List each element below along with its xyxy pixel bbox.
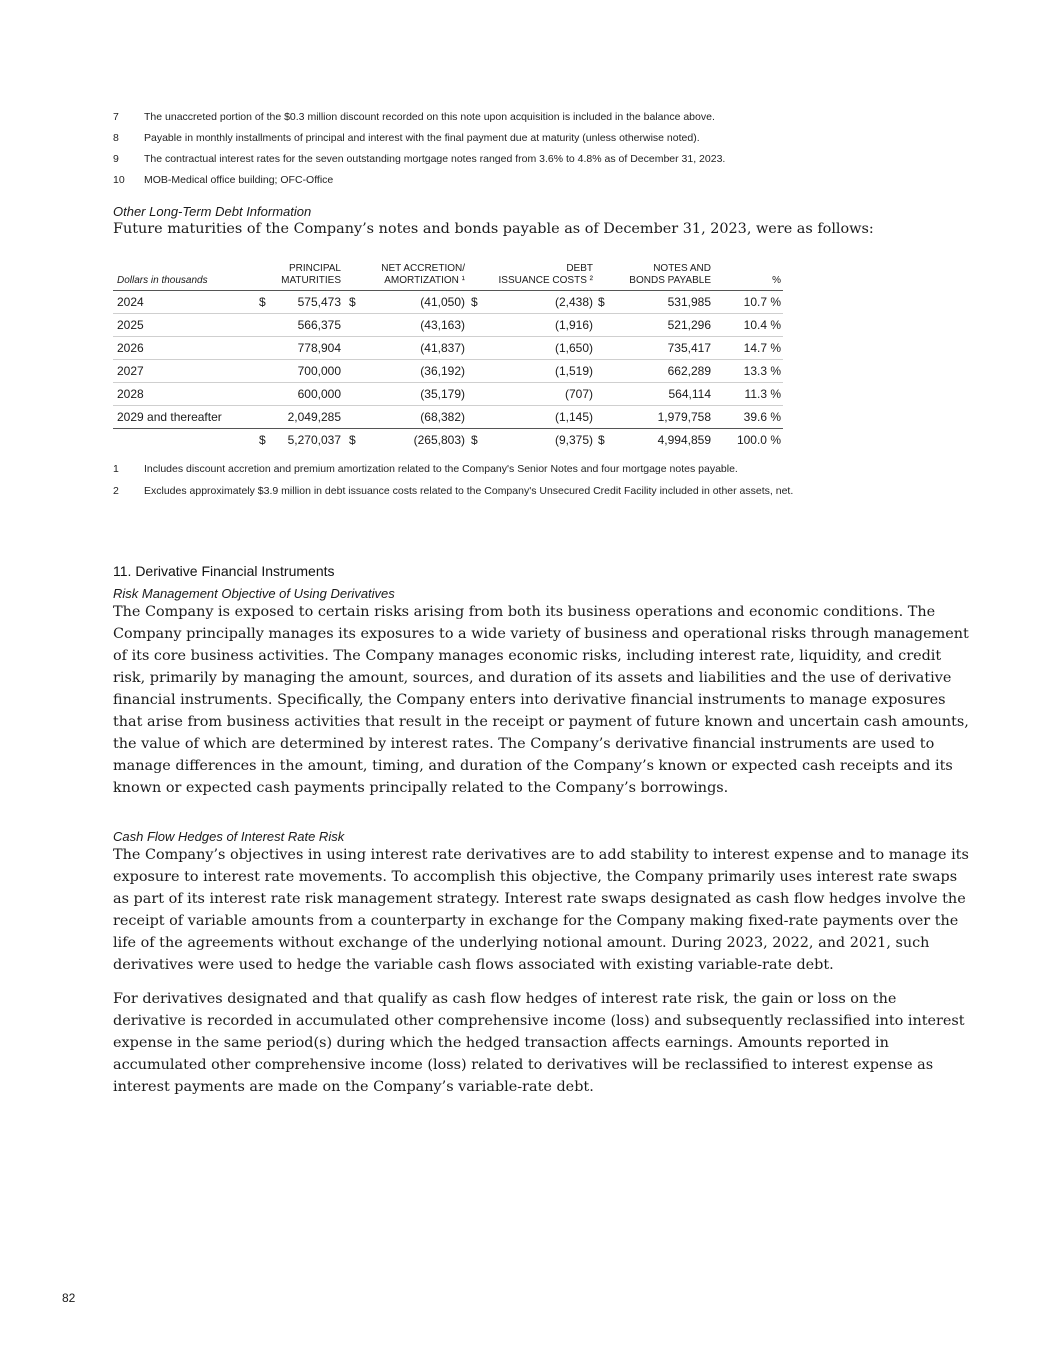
table-row: 2024 $ 575,473 $ (41,050) $ (2,438) $ 531,985 10.7 % bbox=[113, 291, 783, 314]
footnote: 8 Payable in monthly installments of principal and interest with the final payment due at maturity (unless otherwise noted). bbox=[113, 132, 700, 144]
other-debt-intro: Future maturities of the Company’s notes and bonds payable as of December 31, 2023, were as follows: bbox=[113, 221, 874, 237]
table-total-row: $ 5,270,037 $ (265,803) $ (9,375) $ 4,994,859 100.0 % bbox=[259, 433, 781, 447]
header-pct: % bbox=[772, 275, 781, 286]
header-issuance: DEBT ISSUANCE COSTS ² bbox=[498, 263, 593, 286]
table-row: 2029 and thereafter 2,049,285 (68,382) (1,145) 1,979,758 39.6 % bbox=[113, 406, 783, 429]
cashflow-paragraph: For derivatives designated and that qualify as cash flow hedges of interest rate risk, the gain or loss on the derivative is recorded in accumulated other comprehensive income (loss) and subsequently reclassified into interest expense in the same period(s) during which the hedged transaction affects earnings. Amounts reported in accumulated other comprehensive income (loss) related to derivatives will be reclassified to interest expense as interest payments are made on the Company’s variable-rate debt. bbox=[113, 991, 965, 1095]
footnote: 7 The unaccreted portion of the $0.3 million discount recorded on this note upon acquisition is included in the balance above. bbox=[113, 111, 715, 123]
footnotes-top bbox=[113, 111, 993, 195]
maturities-table bbox=[113, 260, 783, 451]
header-notes: NOTES AND BONDS PAYABLE bbox=[629, 263, 711, 286]
header-principal: PRINCIPAL MATURITIES bbox=[281, 263, 341, 286]
footnote: 9 The contractual interest rates for the seven outstanding mortgage notes ranged from 3.6% to 4.8% as of December 31, 2023. bbox=[113, 153, 726, 165]
footnote: 1 Includes discount accretion and premium amortization related to the Company's Senior Notes and four mortgage notes payable. bbox=[113, 463, 738, 475]
risk-paragraph: The Company is exposed to certain risks arising from both its business operations and economic conditions. The Company principally manages its exposures to a wide variety of business and operational risks through management of its core business activities. The Company manages economic risks, including interest rate, liquidity, and credit risk, primarily by managing the amount, sources, and duration of its assets and liabilities and the use of derivative financial instruments. Specifically, the Company enters into derivative financial instruments to manage exposures that arise from business activities that result in the receipt or payment of future known and uncertain cash amounts, the value of which are determined by interest rates. The Company’s derivative financial instruments are used to manage differences in the amount, timing, and duration of the Company’s known or expected cash receipts and its known or expected cash payments principally related to the Company’s borrowings. bbox=[113, 604, 969, 796]
cashflow-heading: Cash Flow Hedges of Interest Rate Risk bbox=[113, 829, 345, 844]
cashflow-section bbox=[113, 844, 973, 1110]
footnote: 2 Excludes approximately $3.9 million in debt issuance costs related to the Company's Unsecured Credit Facility included in other assets, net. bbox=[113, 485, 794, 497]
footnote: 10 MOB-Medical office building; OFC-Office bbox=[113, 174, 334, 186]
table-header bbox=[113, 260, 783, 291]
other-debt-heading: Other Long-Term Debt Information bbox=[113, 204, 312, 219]
risk-heading: Risk Management Objective of Using Derivatives bbox=[113, 586, 395, 601]
table-row: 2027 700,000 (36,192) (1,519) 662,289 13.3 % bbox=[113, 360, 783, 383]
table-row: 2028 600,000 (35,179) (707) 564,114 11.3 % bbox=[113, 383, 783, 406]
cashflow-paragraph: The Company’s objectives in using interest rate derivatives are to add stability to interest expense and to manage its exposure to interest rate movements. To accomplish this objective, the Company primarily uses interest rate swaps as part of its interest rate risk management strategy. Interest rate swaps designated as cash flow hedges involve the receipt of variable amounts from a counterparty in exchange for the Company making fixed-rate payments over the life of the agreements without exchange of the underlying notional amount. During 2023, 2022, and 2021, such derivatives were used to hedge the variable cash flows associated with existing variable-rate debt. bbox=[113, 847, 969, 973]
section-title: 11. Derivative Financial Instruments bbox=[113, 563, 335, 579]
table-row: 2025 566,375 (43,163) (1,916) 521,296 10.4 % bbox=[113, 314, 783, 337]
header-accretion: NET ACCRETION/ AMORTIZATION ¹ bbox=[381, 263, 465, 286]
page-number: 82 bbox=[62, 1291, 76, 1305]
header-dollars-label: Dollars in thousands bbox=[117, 275, 208, 286]
footnotes-table bbox=[113, 463, 993, 506]
table-row: 2026 778,904 (41,837) (1,650) 735,417 14.7 % bbox=[113, 337, 783, 360]
